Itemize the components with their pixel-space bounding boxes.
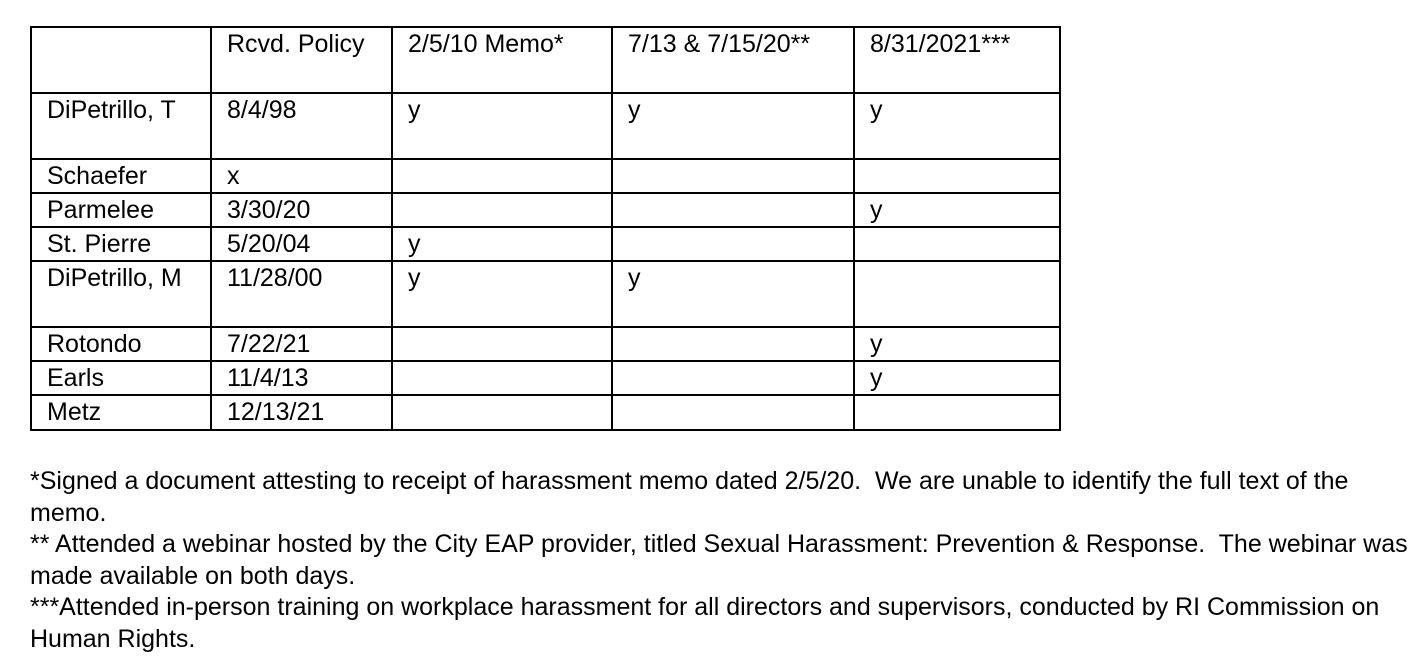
training-cell <box>854 261 1060 327</box>
memo-cell <box>392 193 612 227</box>
training-cell <box>854 159 1060 193</box>
name-cell: DiPetrillo, T <box>31 93 211 159</box>
training-cell <box>854 395 1060 430</box>
webinar-cell <box>612 227 854 261</box>
name-cell: Parmelee <box>31 193 211 227</box>
training-cell: y <box>854 327 1060 361</box>
table-row <box>31 193 1060 227</box>
policy-cell: 5/20/04 <box>211 227 392 261</box>
table-row <box>31 159 1060 193</box>
policy-cell: 11/4/13 <box>211 361 392 395</box>
webinar-cell <box>612 395 854 430</box>
name-cell: Earls <box>31 361 211 395</box>
training-cell: y <box>854 93 1060 159</box>
name-cell: DiPetrillo, M <box>31 261 211 327</box>
table-row <box>31 261 1060 327</box>
footnote-memo: *Signed a document attesting to receipt of harassment memo dated 2/5/20. We are unable to identify the full text of the memo. <box>30 467 1356 527</box>
table-row <box>31 93 1060 159</box>
footnotes <box>30 466 1415 655</box>
memo-cell <box>392 361 612 395</box>
webinar-cell <box>612 327 854 361</box>
memo-cell: y <box>392 93 612 159</box>
policy-cell: 11/28/00 <box>211 261 392 327</box>
table-row <box>31 395 1060 430</box>
table-row <box>31 227 1060 261</box>
training-cell: y <box>854 193 1060 227</box>
name-cell: Schaefer <box>31 159 211 193</box>
header-cell-memo: 2/5/10 Memo* <box>392 27 612 93</box>
webinar-cell <box>612 361 854 395</box>
memo-cell: y <box>392 227 612 261</box>
policy-cell: 7/22/21 <box>211 327 392 361</box>
footnote-webinar: ** Attended a webinar hosted by the City EAP provider, titled Sexual Harassment: Prevention & Response. The webinar was made available on both days. <box>30 530 1415 590</box>
table-row <box>31 361 1060 395</box>
webinar-cell <box>612 159 854 193</box>
memo-cell <box>392 159 612 193</box>
memo-cell <box>392 395 612 430</box>
memo-cell <box>392 327 612 361</box>
table-row <box>31 327 1060 361</box>
name-cell: Rotondo <box>31 327 211 361</box>
webinar-cell <box>612 193 854 227</box>
header-row <box>31 27 1060 93</box>
memo-cell: y <box>392 261 612 327</box>
footnote-training: ***Attended in-person training on workplace harassment for all directors and supervisors, conducted by RI Commission on Human Rights. <box>30 593 1387 653</box>
training-cell: y <box>854 361 1060 395</box>
header-cell-training: 8/31/2021*** <box>854 27 1060 93</box>
policy-cell: x <box>211 159 392 193</box>
header-cell-empty <box>31 27 211 93</box>
name-cell: Metz <box>31 395 211 430</box>
header-cell-webinar: 7/13 & 7/15/20** <box>612 27 854 93</box>
policy-cell: 3/30/20 <box>211 193 392 227</box>
policy-cell: 12/13/21 <box>211 395 392 430</box>
training-cell <box>854 227 1060 261</box>
header-cell-received-policy: Rcvd. Policy <box>211 27 392 93</box>
name-cell: St. Pierre <box>31 227 211 261</box>
policy-cell: 8/4/98 <box>211 93 392 159</box>
webinar-cell: y <box>612 261 854 327</box>
training-records-table <box>30 26 1061 431</box>
webinar-cell: y <box>612 93 854 159</box>
